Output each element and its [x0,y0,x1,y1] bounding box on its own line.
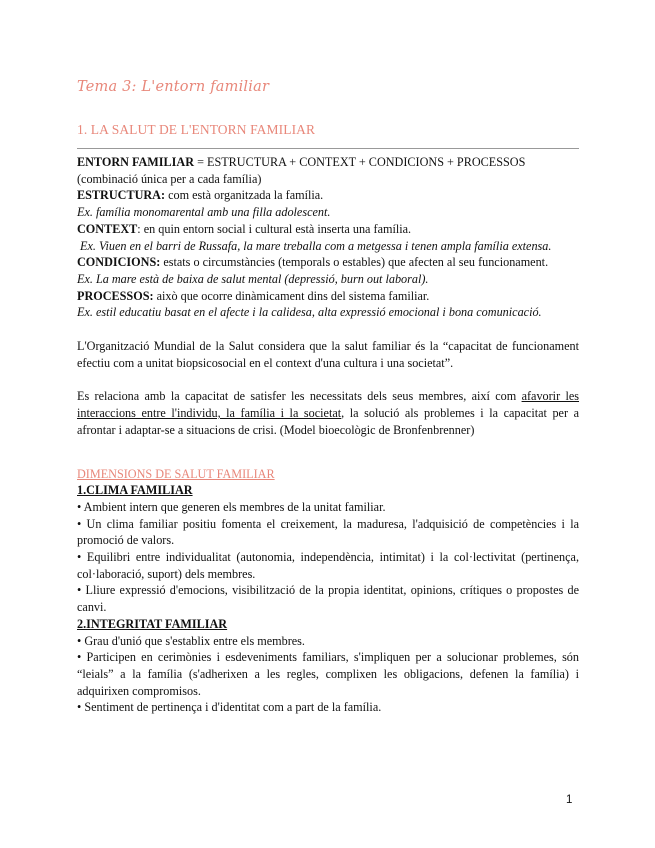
document-title: Tema 3: L'entorn familiar [77,79,270,95]
relation-paragraph: Es relaciona amb la capacitat de satisfer les necessitats dels seus membres, així com afavorir les interaccions entre l'individu, la família i la societat, la solució als problemes i la capacitat per a afrontar i adaptar-se a situacions de crisi. (Model bioecològic de Bronfenbrenner) [77,389,580,437]
definition-term: CONTEXT [77,221,138,236]
definition-example: Ex. La mare està de baixa de salut mental (depressió, burn out laboral). [77,271,429,286]
definition-conditions [77,254,579,271]
page-number: 1 [566,794,573,806]
definition-term: CONDICIONS: [77,255,161,270]
document-body [77,154,579,716]
definition-text: com està organitzada la família. [165,188,324,203]
underlined-phrase: afavorir les interaccions entre l'individu, la família i la societat [77,389,580,421]
clima-heading: 1.CLIMA FAMILIAR [77,483,193,498]
definition-example: Ex. família monomarental amb una filla adolescent. [77,205,331,220]
integritat-heading: 2.INTEGRITAT FAMILIAR [77,616,228,631]
list-item: • Un clima familiar positiu fomenta el creixement, la maduresa, l'adquisició de competències i la promoció de valors. [77,516,579,548]
formula-rest: = ESTRUCTURA + CONTEXT + CONDICIONS + PROCESSOS [194,155,526,169]
list-item: • Sentiment de pertinença i d'identitat com a part de la família. [77,700,382,715]
definition-term: ESTRUCTURA: [77,188,166,203]
definition-context [77,221,579,238]
list-item: • Equilibri entre individualitat (autonomia, independència, intimitat) i la col·lectivitat (pertinença, col·laboració, suport) dels membres. [77,550,579,581]
definition-processes [77,288,579,305]
list-item: • Participen en cerimònies i esdeveniments familiars, s'impliquen per a solucionar problemes, són “leials” a la família (s'adherixen a les regles, complixen les obligacions, defenen la família) i adquirixen compromisos. [77,650,579,698]
horizontal-rule [77,148,579,149]
definition-example: Ex. estil educatiu basat en el afecte i la calidesa, alta expressió emocional i bona comunicació. [77,305,542,320]
list-item: • Lliure expressió d'emocions, visibilització de la propia identitat, opinions, crítiques o propostes de canvi. [77,583,579,615]
section-heading: 1. LA SALUT DE L'ENTORN FAMILIAR [77,122,316,137]
definition-term: PROCESSOS: [77,288,154,303]
formula-line [77,154,579,171]
definition-example: Ex. Viuen en el barri de Russafa, la mare treballa com a metgessa i tenen ampla família extensa. [77,238,552,253]
formula-note: (combinació única per a cada família) [77,171,262,186]
dimensions-heading: DIMENSIONS DE SALUT FAMILIAR [77,466,275,481]
list-item: • Grau d'unió que s'establix entre els membres. [77,633,305,648]
list-item: • Ambient intern que generen els membres de la unitat familiar. [77,499,386,514]
formula-term: ENTORN FAMILIAR [77,155,195,169]
definition-text: estats o circumstàncies (temporals o estables) que afecten al seu funcionament. [160,255,549,270]
definition-text: : en quin entorn social i cultural està inserta una família. [137,221,412,236]
oms-paragraph: L'Organització Mundial de la Salut considera que la salut familiar és la “capacitat de funcionament efectiu com a unitat biopsicosocial en el context d'una cultura i una societat”. [77,339,579,370]
definition-text: això que ocorre dinàmicament dins del sistema familiar. [153,288,430,303]
definition-structure [77,187,579,204]
